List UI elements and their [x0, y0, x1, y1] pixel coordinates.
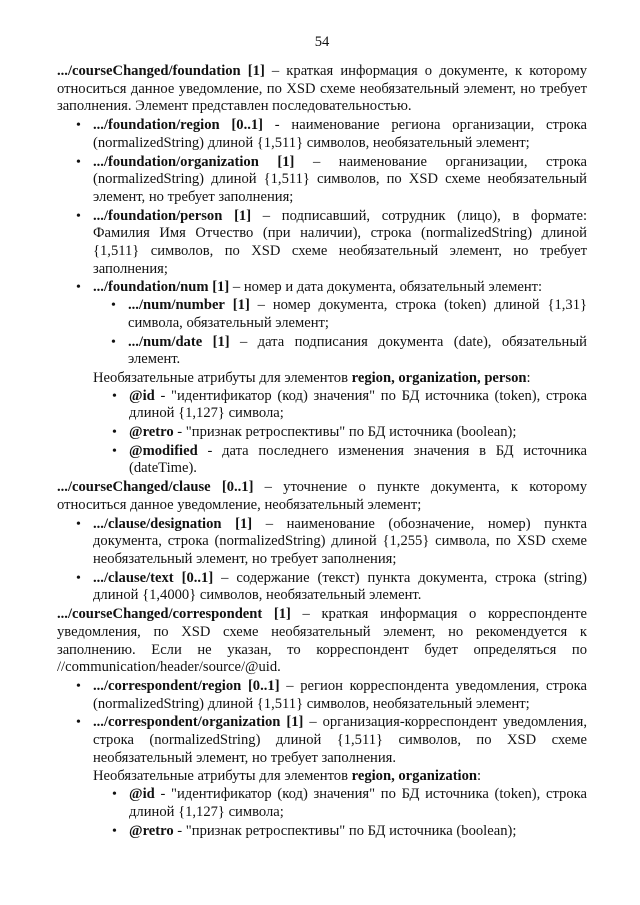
element-description: – номер документа, строка (token) длиной {1,31}символа, обязательный элемент;: [128, 297, 588, 331]
bullet-icon: •: [76, 570, 81, 586]
element-description: - наименование региона организации, строка (normalizedString) длиной {1,511} символов, необязательный элемент;: [93, 117, 587, 151]
bullet-icon: •: [76, 280, 81, 296]
foundation-children-list: [57, 117, 587, 369]
attribute-description: - "признак ретроспективы" по БД источника (boolean);: [173, 822, 517, 839]
attributes-intro: [57, 768, 587, 786]
element-description: – дата подписания документа (date), обязательный элемент.: [128, 333, 587, 368]
attribute-name: @retro: [129, 424, 174, 441]
element-description: – краткая информация о документе, к которому относиться данное уведомление, по XSD схеме необязательный элемент, но требует заполнения. Элемент представлен последовательностью.: [57, 63, 588, 115]
element-path: .../courseChanged/clause: [57, 479, 211, 496]
list-item: [92, 297, 587, 332]
bullet-icon: •: [76, 516, 81, 532]
element-path: .../num/date: [128, 333, 203, 350]
attributes-intro: [57, 370, 587, 388]
bullet-icon: •: [112, 787, 117, 803]
element-cardinality: [0..1]: [231, 117, 264, 134]
attribute-item: [93, 424, 587, 442]
attributes-intro-text: Необязательные атрибуты для элементов: [93, 768, 352, 785]
correspondent-children-list: [57, 678, 587, 768]
list-item: [57, 208, 587, 279]
list-item: [92, 334, 587, 369]
element-cardinality: [1]: [235, 515, 253, 532]
element-cardinality: [0..1]: [181, 569, 214, 586]
attribute-name: @retro: [129, 822, 174, 839]
element-path: .../courseChanged/correspondent: [57, 606, 263, 623]
element-path: .../correspondent/region: [93, 677, 242, 694]
attribute-description: - "идентификатор (код) значения" по БД источника (token), строка длиной {1,127} символа;: [129, 387, 587, 422]
element-path: .../num/number: [128, 297, 225, 314]
num-children-list: [92, 297, 587, 369]
bullet-icon: •: [111, 298, 116, 314]
element-cardinality: [1]: [286, 714, 304, 731]
page-number: 54: [314, 34, 330, 50]
section-correspondent: [57, 606, 587, 677]
element-description: – наименование (обозначение, номер) пункта документа, строка (normalizedString) длиной {1,255} символа, по XSD схеме необязательный элемент, но требует заполнения;: [93, 515, 588, 567]
element-description: – номер и дата документа, обязательный элемент:: [229, 279, 543, 296]
list-item: [57, 154, 587, 207]
attribute-name: @modified: [129, 442, 198, 459]
element-path: .../clause/designation: [93, 515, 222, 532]
bullet-icon: •: [111, 334, 116, 350]
correspondent-attributes-list: [57, 786, 587, 840]
element-path: .../clause/text: [93, 569, 174, 586]
section-foundation: [57, 63, 587, 116]
attribute-item: [93, 786, 587, 821]
element-description: – подписавший, сотрудник (лицо), в формате: Фамилия Имя Отчество (при наличии), строка (normalizedString) длиной {1,511} символов, по XSD схеме необязательный элемент, но требует заполнения;: [93, 207, 587, 277]
element-description: – содержание (текст) пункта документа, строка (string) длиной {1,4000} символов, необязательный элемент.: [93, 569, 587, 604]
element-cardinality: [0..1]: [247, 677, 280, 694]
element-cardinality: [1]: [234, 207, 252, 224]
attribute-description: - "признак ретроспективы" по БД источника (boolean);: [173, 424, 517, 441]
element-description: – организация-корреспондент уведомления, строка (normalizedString) длиной {1,511} символов, по XSD схеме необязательный элемент, но требует заполнения.: [93, 714, 587, 766]
element-cardinality: [1]: [212, 279, 230, 296]
element-path: .../courseChanged/foundation: [57, 63, 241, 79]
element-cardinality: [1]: [232, 297, 250, 314]
attribute-item: [93, 443, 587, 478]
attributes-elements: region, organization, person: [351, 369, 527, 386]
bullet-icon: •: [76, 154, 81, 170]
list-item: [57, 678, 587, 713]
bullet-icon: •: [76, 118, 81, 134]
element-description: – уточнение о пункте документа, к которому относиться данное уведомление, необязательный элемент;: [57, 479, 587, 513]
attribute-item: [93, 823, 587, 841]
attribute-description: - "идентификатор (код) значения" по БД источника (token), строка длиной {1,127} символа;: [129, 786, 587, 820]
bullet-icon: •: [112, 388, 117, 404]
bullet-icon: •: [76, 678, 81, 694]
attributes-colon: :: [477, 768, 482, 785]
element-description: – регион корреспондента уведомления, строка (normalizedString) длиной {1,511} символов, необязательный элемент;: [93, 677, 588, 712]
element-cardinality: [1]: [212, 333, 230, 350]
element-cardinality: [1]: [277, 153, 295, 170]
list-item: [57, 714, 587, 767]
bullet-icon: •: [112, 823, 117, 839]
section-clause: [57, 479, 587, 514]
clause-children-list: [57, 516, 587, 606]
element-cardinality: [1]: [273, 606, 291, 623]
bullet-icon: •: [76, 208, 81, 224]
element-description: – краткая информация о корреспонденте уведомления, по XSD схеме необязательный элемент, но рекомендуется к заполнению. Если не указан, то корреспондент будет определяться по //communication/header/source/@uid.: [57, 606, 587, 676]
element-description: – наименование организации, строка (normalizedString) длиной {1,511} символов, по XSD схеме необязательный элемент, но требует заполнения;: [93, 153, 587, 205]
bullet-icon: •: [76, 715, 81, 731]
element-cardinality: [1]: [247, 63, 265, 79]
attribute-name: @id: [129, 786, 155, 803]
page-content: [57, 63, 587, 841]
list-item: [57, 117, 587, 152]
element-path: .../correspondent/organization: [93, 714, 281, 731]
attribute-name: @id: [129, 387, 155, 404]
element-path: .../foundation/organization: [93, 153, 259, 170]
bullet-icon: •: [112, 443, 117, 459]
bullet-icon: •: [112, 425, 117, 441]
foundation-attributes-list: [57, 388, 587, 479]
attributes-elements: region, organization: [351, 768, 478, 785]
element-path: .../foundation/person: [93, 207, 223, 224]
list-item: [57, 279, 587, 369]
attribute-description: - дата последнего изменения значения в БД источника (dateTime).: [129, 442, 587, 477]
list-item: [57, 570, 587, 605]
list-item: [57, 516, 587, 569]
element-path: .../foundation/region: [93, 117, 220, 134]
attributes-intro-text: Необязательные атрибуты для элементов: [93, 369, 352, 386]
element-path: .../foundation/num: [93, 279, 209, 296]
element-cardinality: [0..1]: [221, 479, 254, 496]
attribute-item: [93, 388, 587, 423]
attributes-colon: :: [526, 369, 531, 386]
